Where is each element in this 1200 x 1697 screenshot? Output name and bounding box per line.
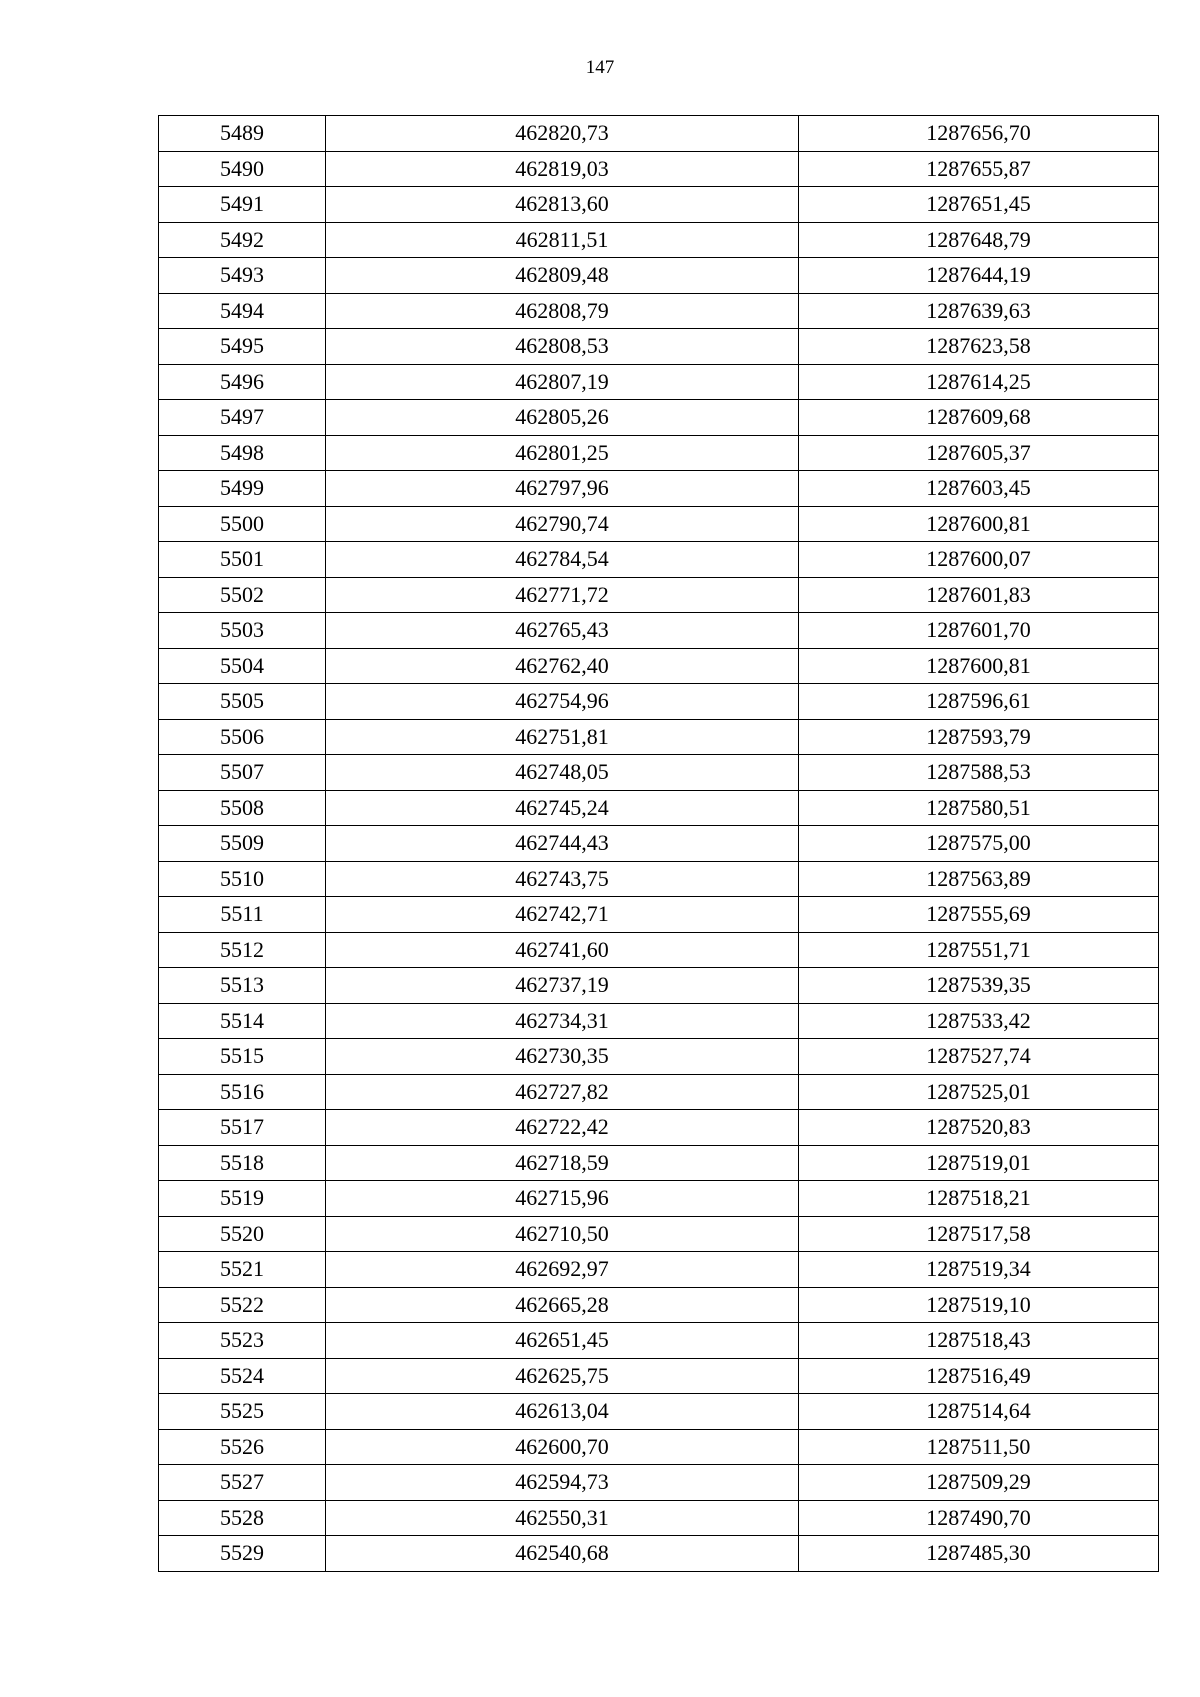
y-coordinate-cell: 1287600,81 xyxy=(799,648,1159,684)
x-coordinate-cell: 462743,75 xyxy=(326,861,799,897)
point-number-cell: 5526 xyxy=(159,1429,326,1465)
x-coordinate-cell: 462751,81 xyxy=(326,719,799,755)
y-coordinate-cell: 1287623,58 xyxy=(799,329,1159,365)
y-coordinate-cell: 1287656,70 xyxy=(799,116,1159,152)
point-number-cell: 5529 xyxy=(159,1536,326,1572)
y-coordinate-cell: 1287648,79 xyxy=(799,222,1159,258)
y-coordinate-cell: 1287518,43 xyxy=(799,1323,1159,1359)
table-row xyxy=(159,826,1159,862)
y-coordinate-cell: 1287651,45 xyxy=(799,187,1159,223)
y-coordinate-cell: 1287511,50 xyxy=(799,1429,1159,1465)
x-coordinate-cell: 462625,75 xyxy=(326,1358,799,1394)
x-coordinate-cell: 462744,43 xyxy=(326,826,799,862)
x-coordinate-cell: 462813,60 xyxy=(326,187,799,223)
x-coordinate-cell: 462540,68 xyxy=(326,1536,799,1572)
table-row xyxy=(159,1039,1159,1075)
x-coordinate-cell: 462613,04 xyxy=(326,1394,799,1430)
point-number-cell: 5521 xyxy=(159,1252,326,1288)
point-number-cell: 5496 xyxy=(159,364,326,400)
table-row xyxy=(159,1323,1159,1359)
x-coordinate-cell: 462730,35 xyxy=(326,1039,799,1075)
point-number-cell: 5527 xyxy=(159,1465,326,1501)
table-row xyxy=(159,684,1159,720)
y-coordinate-cell: 1287517,58 xyxy=(799,1216,1159,1252)
x-coordinate-cell: 462710,50 xyxy=(326,1216,799,1252)
x-coordinate-cell: 462741,60 xyxy=(326,932,799,968)
point-number-cell: 5510 xyxy=(159,861,326,897)
x-coordinate-cell: 462722,42 xyxy=(326,1110,799,1146)
table-row xyxy=(159,151,1159,187)
x-coordinate-cell: 462742,71 xyxy=(326,897,799,933)
y-coordinate-cell: 1287603,45 xyxy=(799,471,1159,507)
table-row xyxy=(159,1110,1159,1146)
point-number-cell: 5504 xyxy=(159,648,326,684)
point-number-cell: 5495 xyxy=(159,329,326,365)
x-coordinate-cell: 462807,19 xyxy=(326,364,799,400)
x-coordinate-cell: 462600,70 xyxy=(326,1429,799,1465)
y-coordinate-cell: 1287600,07 xyxy=(799,542,1159,578)
table-row xyxy=(159,222,1159,258)
y-coordinate-cell: 1287516,49 xyxy=(799,1358,1159,1394)
point-number-cell: 5519 xyxy=(159,1181,326,1217)
y-coordinate-cell: 1287490,70 xyxy=(799,1500,1159,1536)
table-row xyxy=(159,1536,1159,1572)
point-number-cell: 5500 xyxy=(159,506,326,542)
table-row xyxy=(159,116,1159,152)
x-coordinate-cell: 462805,26 xyxy=(326,400,799,436)
y-coordinate-cell: 1287518,21 xyxy=(799,1181,1159,1217)
point-number-cell: 5507 xyxy=(159,755,326,791)
y-coordinate-cell: 1287519,34 xyxy=(799,1252,1159,1288)
table-body xyxy=(159,116,1159,1572)
point-number-cell: 5491 xyxy=(159,187,326,223)
x-coordinate-cell: 462801,25 xyxy=(326,435,799,471)
point-number-cell: 5502 xyxy=(159,577,326,613)
table-row xyxy=(159,1074,1159,1110)
x-coordinate-cell: 462748,05 xyxy=(326,755,799,791)
y-coordinate-cell: 1287514,64 xyxy=(799,1394,1159,1430)
y-coordinate-cell: 1287563,89 xyxy=(799,861,1159,897)
point-number-cell: 5508 xyxy=(159,790,326,826)
table-row xyxy=(159,1145,1159,1181)
table-row xyxy=(159,187,1159,223)
y-coordinate-cell: 1287614,25 xyxy=(799,364,1159,400)
table-row xyxy=(159,1287,1159,1323)
table-row xyxy=(159,613,1159,649)
table-row xyxy=(159,329,1159,365)
table-row xyxy=(159,400,1159,436)
y-coordinate-cell: 1287601,70 xyxy=(799,613,1159,649)
x-coordinate-cell: 462808,53 xyxy=(326,329,799,365)
table-row xyxy=(159,897,1159,933)
y-coordinate-cell: 1287551,71 xyxy=(799,932,1159,968)
point-number-cell: 5505 xyxy=(159,684,326,720)
x-coordinate-cell: 462811,51 xyxy=(326,222,799,258)
x-coordinate-cell: 462727,82 xyxy=(326,1074,799,1110)
x-coordinate-cell: 462797,96 xyxy=(326,471,799,507)
x-coordinate-cell: 462651,45 xyxy=(326,1323,799,1359)
table-row xyxy=(159,1181,1159,1217)
table-row xyxy=(159,1003,1159,1039)
point-number-cell: 5522 xyxy=(159,1287,326,1323)
point-number-cell: 5523 xyxy=(159,1323,326,1359)
x-coordinate-cell: 462809,48 xyxy=(326,258,799,294)
table-row xyxy=(159,1358,1159,1394)
table-row xyxy=(159,755,1159,791)
table-row xyxy=(159,1429,1159,1465)
table-row xyxy=(159,861,1159,897)
table-row xyxy=(159,293,1159,329)
table-row xyxy=(159,1394,1159,1430)
point-number-cell: 5513 xyxy=(159,968,326,1004)
table-row xyxy=(159,506,1159,542)
x-coordinate-cell: 462784,54 xyxy=(326,542,799,578)
point-number-cell: 5517 xyxy=(159,1110,326,1146)
x-coordinate-cell: 462745,24 xyxy=(326,790,799,826)
y-coordinate-cell: 1287485,30 xyxy=(799,1536,1159,1572)
table-row xyxy=(159,471,1159,507)
table-row xyxy=(159,968,1159,1004)
point-number-cell: 5497 xyxy=(159,400,326,436)
point-number-cell: 5490 xyxy=(159,151,326,187)
x-coordinate-cell: 462665,28 xyxy=(326,1287,799,1323)
x-coordinate-cell: 462550,31 xyxy=(326,1500,799,1536)
y-coordinate-cell: 1287655,87 xyxy=(799,151,1159,187)
point-number-cell: 5516 xyxy=(159,1074,326,1110)
x-coordinate-cell: 462737,19 xyxy=(326,968,799,1004)
point-number-cell: 5520 xyxy=(159,1216,326,1252)
point-number-cell: 5514 xyxy=(159,1003,326,1039)
x-coordinate-cell: 462790,74 xyxy=(326,506,799,542)
x-coordinate-cell: 462765,43 xyxy=(326,613,799,649)
point-number-cell: 5524 xyxy=(159,1358,326,1394)
page-number: 147 xyxy=(585,57,615,78)
point-number-cell: 5506 xyxy=(159,719,326,755)
table-row xyxy=(159,577,1159,613)
table-row xyxy=(159,542,1159,578)
y-coordinate-cell: 1287575,00 xyxy=(799,826,1159,862)
point-number-cell: 5501 xyxy=(159,542,326,578)
table-row xyxy=(159,1465,1159,1501)
x-coordinate-cell: 462594,73 xyxy=(326,1465,799,1501)
x-coordinate-cell: 462692,97 xyxy=(326,1252,799,1288)
table-row xyxy=(159,435,1159,471)
point-number-cell: 5518 xyxy=(159,1145,326,1181)
y-coordinate-cell: 1287509,29 xyxy=(799,1465,1159,1501)
table-row xyxy=(159,364,1159,400)
point-number-cell: 5489 xyxy=(159,116,326,152)
y-coordinate-cell: 1287580,51 xyxy=(799,790,1159,826)
y-coordinate-cell: 1287519,10 xyxy=(799,1287,1159,1323)
point-number-cell: 5492 xyxy=(159,222,326,258)
table-row xyxy=(159,1500,1159,1536)
y-coordinate-cell: 1287605,37 xyxy=(799,435,1159,471)
y-coordinate-cell: 1287527,74 xyxy=(799,1039,1159,1075)
point-number-cell: 5511 xyxy=(159,897,326,933)
y-coordinate-cell: 1287539,35 xyxy=(799,968,1159,1004)
y-coordinate-cell: 1287555,69 xyxy=(799,897,1159,933)
table-row xyxy=(159,1216,1159,1252)
x-coordinate-cell: 462819,03 xyxy=(326,151,799,187)
table-row xyxy=(159,258,1159,294)
x-coordinate-cell: 462771,72 xyxy=(326,577,799,613)
y-coordinate-cell: 1287593,79 xyxy=(799,719,1159,755)
y-coordinate-cell: 1287520,83 xyxy=(799,1110,1159,1146)
y-coordinate-cell: 1287644,19 xyxy=(799,258,1159,294)
point-number-cell: 5494 xyxy=(159,293,326,329)
y-coordinate-cell: 1287596,61 xyxy=(799,684,1159,720)
point-number-cell: 5498 xyxy=(159,435,326,471)
point-number-cell: 5509 xyxy=(159,826,326,862)
x-coordinate-cell: 462820,73 xyxy=(326,116,799,152)
x-coordinate-cell: 462808,79 xyxy=(326,293,799,329)
x-coordinate-cell: 462718,59 xyxy=(326,1145,799,1181)
point-number-cell: 5503 xyxy=(159,613,326,649)
coordinates-table xyxy=(158,115,1159,1572)
point-number-cell: 5499 xyxy=(159,471,326,507)
x-coordinate-cell: 462734,31 xyxy=(326,1003,799,1039)
x-coordinate-cell: 462715,96 xyxy=(326,1181,799,1217)
table-row xyxy=(159,1252,1159,1288)
y-coordinate-cell: 1287588,53 xyxy=(799,755,1159,791)
y-coordinate-cell: 1287600,81 xyxy=(799,506,1159,542)
point-number-cell: 5528 xyxy=(159,1500,326,1536)
point-number-cell: 5512 xyxy=(159,932,326,968)
table-row xyxy=(159,932,1159,968)
table-row xyxy=(159,648,1159,684)
point-number-cell: 5515 xyxy=(159,1039,326,1075)
point-number-cell: 5493 xyxy=(159,258,326,294)
y-coordinate-cell: 1287519,01 xyxy=(799,1145,1159,1181)
y-coordinate-cell: 1287533,42 xyxy=(799,1003,1159,1039)
y-coordinate-cell: 1287609,68 xyxy=(799,400,1159,436)
point-number-cell: 5525 xyxy=(159,1394,326,1430)
y-coordinate-cell: 1287601,83 xyxy=(799,577,1159,613)
x-coordinate-cell: 462754,96 xyxy=(326,684,799,720)
y-coordinate-cell: 1287639,63 xyxy=(799,293,1159,329)
table-row xyxy=(159,719,1159,755)
x-coordinate-cell: 462762,40 xyxy=(326,648,799,684)
y-coordinate-cell: 1287525,01 xyxy=(799,1074,1159,1110)
table-row xyxy=(159,790,1159,826)
